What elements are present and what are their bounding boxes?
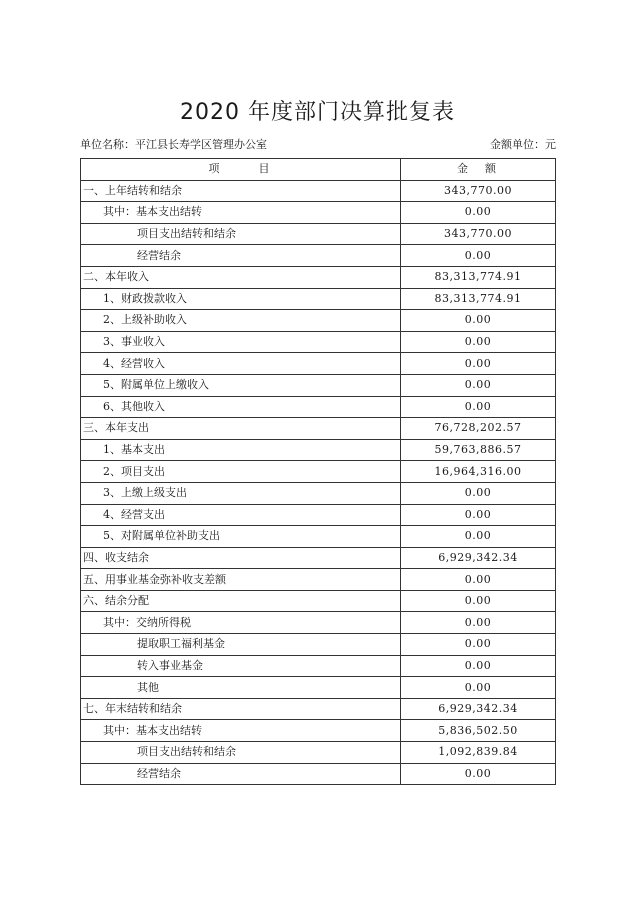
row-label: 提取职工福利基金 [81,634,401,656]
row-label: 五、用事业基金弥补收支差额 [81,569,401,591]
row-amount: 1,092,839.84 [401,742,556,764]
row-amount: 0.00 [401,655,556,677]
row-amount: 0.00 [401,396,556,418]
table-row [81,504,556,526]
row-amount: 0.00 [401,245,556,267]
row-amount: 0.00 [401,612,556,634]
table-row [81,245,556,267]
table-row [81,763,556,785]
row-label: 项目支出结转和结余 [81,742,401,764]
row-label: 项目支出结转和结余 [81,223,401,245]
row-label: 2、项目支出 [81,461,401,483]
table-row [81,590,556,612]
row-label: 3、上缴上级支出 [81,482,401,504]
row-amount: 0.00 [401,374,556,396]
row-amount: 343,770.00 [401,180,556,202]
unit-name: 单位名称：平江县长寿学区管理办公室 [80,138,267,151]
table-row [81,331,556,353]
amount-header-char-2: 额 [485,162,499,176]
row-label: 4、经营支出 [81,504,401,526]
table-body [81,180,556,785]
row-label: 6、其他收入 [81,396,401,418]
row-amount: 0.00 [401,331,556,353]
table-row [81,180,556,202]
table-row [81,439,556,461]
row-label: 3、事业收入 [81,331,401,353]
table-row [81,374,556,396]
row-label: 2、上级补助收入 [81,310,401,332]
table-row [81,569,556,591]
table-row [81,461,556,483]
row-label: 经营结余 [81,245,401,267]
table-row [81,418,556,440]
row-label: 二、本年收入 [81,266,401,288]
row-label: 5、对附属单位补助支出 [81,526,401,548]
row-amount: 76,728,202.57 [401,418,556,440]
row-amount: 59,763,886.57 [401,439,556,461]
table-row [81,547,556,569]
table-row [81,310,556,332]
row-amount: 0.00 [401,590,556,612]
row-amount: 0.00 [401,677,556,699]
row-amount: 5,836,502.50 [401,720,556,742]
table-row [81,677,556,699]
row-amount: 0.00 [401,353,556,375]
row-label: 一、上年结转和结余 [81,180,401,202]
row-amount: 343,770.00 [401,223,556,245]
table-row [81,353,556,375]
table-row [81,720,556,742]
row-amount: 16,964,316.00 [401,461,556,483]
approval-table [80,158,556,785]
table-row [81,612,556,634]
table-row [81,482,556,504]
row-label: 5、附属单位上缴收入 [81,374,401,396]
table-row [81,266,556,288]
item-header-char-2: 目 [258,162,273,176]
row-label: 三、本年支出 [81,418,401,440]
table-row [81,288,556,310]
row-label: 4、经营收入 [81,353,401,375]
row-label: 其中：基本支出结转 [81,202,401,224]
row-amount: 0.00 [401,526,556,548]
page-title: 2020 年度部门决算批复表 [180,100,455,125]
row-label: 四、收支结余 [81,547,401,569]
table-row [81,202,556,224]
row-label: 六、结余分配 [81,590,401,612]
table-row [81,526,556,548]
row-label: 其他 [81,677,401,699]
table-header [81,159,556,181]
row-amount: 6,929,342.34 [401,698,556,720]
row-amount: 83,313,774.91 [401,266,556,288]
row-amount: 0.00 [401,763,556,785]
amount-column-header [401,159,556,181]
row-amount: 0.00 [401,634,556,656]
amount-header-char-1: 金 [457,162,471,176]
row-label: 经营结余 [81,763,401,785]
table-row [81,396,556,418]
row-amount: 0.00 [401,504,556,526]
item-header-char-1: 项 [208,162,223,176]
row-label: 1、财政拨款收入 [81,288,401,310]
currency-unit: 金额单位：元 [490,138,556,151]
row-amount: 0.00 [401,482,556,504]
row-amount: 83,313,774.91 [401,288,556,310]
row-label: 其中：基本支出结转 [81,720,401,742]
row-label: 转入事业基金 [81,655,401,677]
row-label: 1、基本支出 [81,439,401,461]
header-row [81,159,556,181]
table-row [81,742,556,764]
table-row [81,698,556,720]
table-row [81,223,556,245]
row-label: 七、年末结转和结余 [81,698,401,720]
table-row [81,634,556,656]
row-label: 其中：交纳所得税 [81,612,401,634]
row-amount: 0.00 [401,202,556,224]
row-amount: 6,929,342.34 [401,547,556,569]
row-amount: 0.00 [401,310,556,332]
item-column-header [81,159,401,181]
table-row [81,655,556,677]
row-amount: 0.00 [401,569,556,591]
